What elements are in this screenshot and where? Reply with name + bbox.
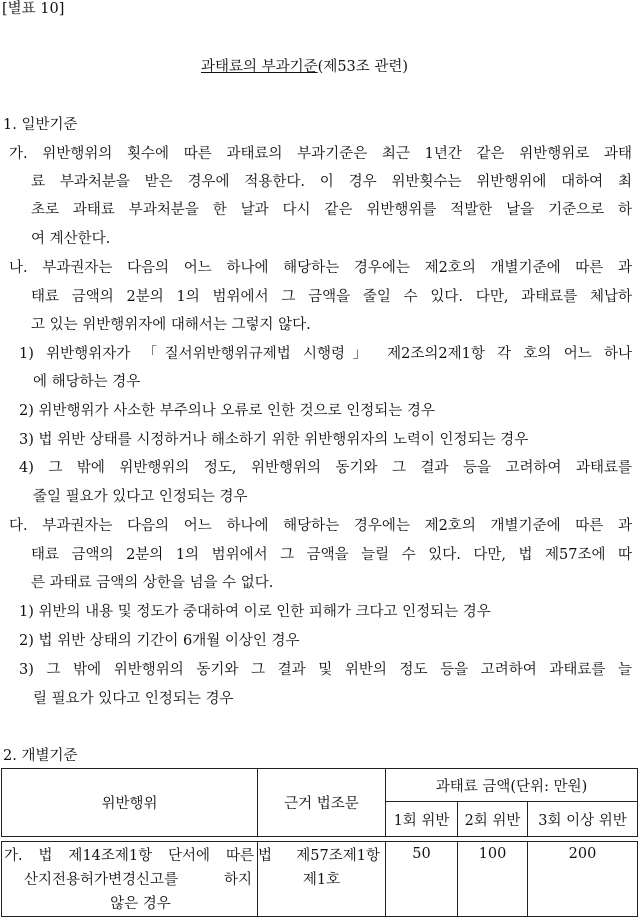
table-header-violation: 위반행위 (2, 769, 258, 837)
table-header-third: 3회 이상 위반 (528, 802, 638, 837)
paragraph-line: 료 부과처분을 받은 경우에 적용한다. 이 경우 위반횟수는 위반행위에 대하여 최 (31, 174, 632, 190)
list-item: 1) 위반의 내용 및 정도가 중대하여 이로 인한 피해가 크다고 인정되는 경우 (19, 604, 491, 620)
list-item: 1) 위반행위자가 「질서위반행위규제법 시행령」 제2조의2제1항 각 호의 어느 하나 (19, 346, 632, 362)
amount-first: 50 (386, 842, 458, 917)
paragraph-line: 고 있는 위반행위자에 대해서는 그렇지 않다. (31, 317, 311, 333)
paragraph-line: 다. 부과권자는 다음의 어느 하나에 해당하는 경우에는 제2호의 개별기준에 따른 과 (9, 518, 632, 534)
page-title (201, 57, 408, 77)
table-header-first: 1회 위반 (386, 802, 458, 837)
list-item: 4) 그 밖에 위반행위의 정도, 위반행위의 동기와 그 결과 등을 고려하여 과태료를 (19, 460, 632, 476)
list-item: 3) 그 밖에 위반행위의 동기와 그 결과 및 위반의 정도 등을 고려하여 과태료를 늘 (19, 662, 632, 678)
annex-tag: [별표 10] (2, 1, 65, 17)
table-row (2, 842, 638, 917)
paragraph-line: 가. 위반행위의 횟수에 따른 과태료의 부과기준은 최근 1년간 같은 위반행위로 과태 (9, 146, 632, 162)
table-header-second: 2회 위반 (458, 802, 528, 837)
violation-cell (2, 842, 258, 917)
violation-line: 산지전용허가변경신고를 하지 (24, 872, 252, 888)
basis-line: 법 제57조제1항 (258, 848, 380, 864)
list-item: 릴 필요가 있다고 인정되는 경우 (33, 691, 234, 707)
basis-cell (258, 842, 386, 917)
paragraph-line: 여 계산한다. (31, 231, 111, 247)
table-header-amount: 과태료 금액(단위: 만원) (386, 769, 638, 802)
table-header-basis: 근거 법조문 (258, 769, 386, 837)
section-heading-general: 1. 일반기준 (3, 117, 78, 133)
penalty-table (1, 768, 638, 917)
list-item: 에 해당하는 경우 (33, 374, 141, 390)
list-item: 3) 법 위반 상태를 시정하거나 해소하기 위한 위반행위자의 노력이 인정되는 경우 (19, 432, 529, 448)
page-title-main: 과태료의 부과기준 (201, 59, 318, 75)
list-item: 2) 위반행위가 사소한 부주의나 오류로 인한 것으로 인정되는 경우 (19, 403, 435, 419)
violation-line: 않은 경우 (110, 896, 171, 912)
amount-second: 100 (458, 842, 528, 917)
violation-line: 가. 법 제14조제1항 단서에 따른 (4, 848, 254, 864)
page-title-suffix: (제53조 관련) (317, 59, 409, 75)
paragraph-line: 른 과태료 금액의 상한을 넘을 수 없다. (31, 575, 274, 591)
paragraph-line: 나. 부과권자는 다음의 어느 하나에 해당하는 경우에는 제2호의 개별기준에 따른 과 (9, 260, 632, 276)
list-item: 2) 법 위반 상태의 기간이 6개월 이상인 경우 (19, 633, 300, 649)
basis-line: 제1호 (302, 872, 341, 888)
section-heading-specific: 2. 개별기준 (3, 748, 78, 764)
amount-third: 200 (528, 842, 638, 917)
paragraph-line: 태료 금액의 2분의 1의 범위에서 그 금액을 늘릴 수 있다. 다만, 법 제57조에 따 (31, 547, 632, 563)
list-item: 줄일 필요가 있다고 인정되는 경우 (33, 489, 248, 505)
paragraph-line: 초로 과태료 부과처분을 한 날과 다시 같은 위반행위를 적발한 날을 기준으로 하 (31, 202, 632, 218)
paragraph-line: 태료 금액의 2분의 1의 범위에서 그 금액을 줄일 수 있다. 다만, 과태료를 체납하 (31, 289, 632, 305)
